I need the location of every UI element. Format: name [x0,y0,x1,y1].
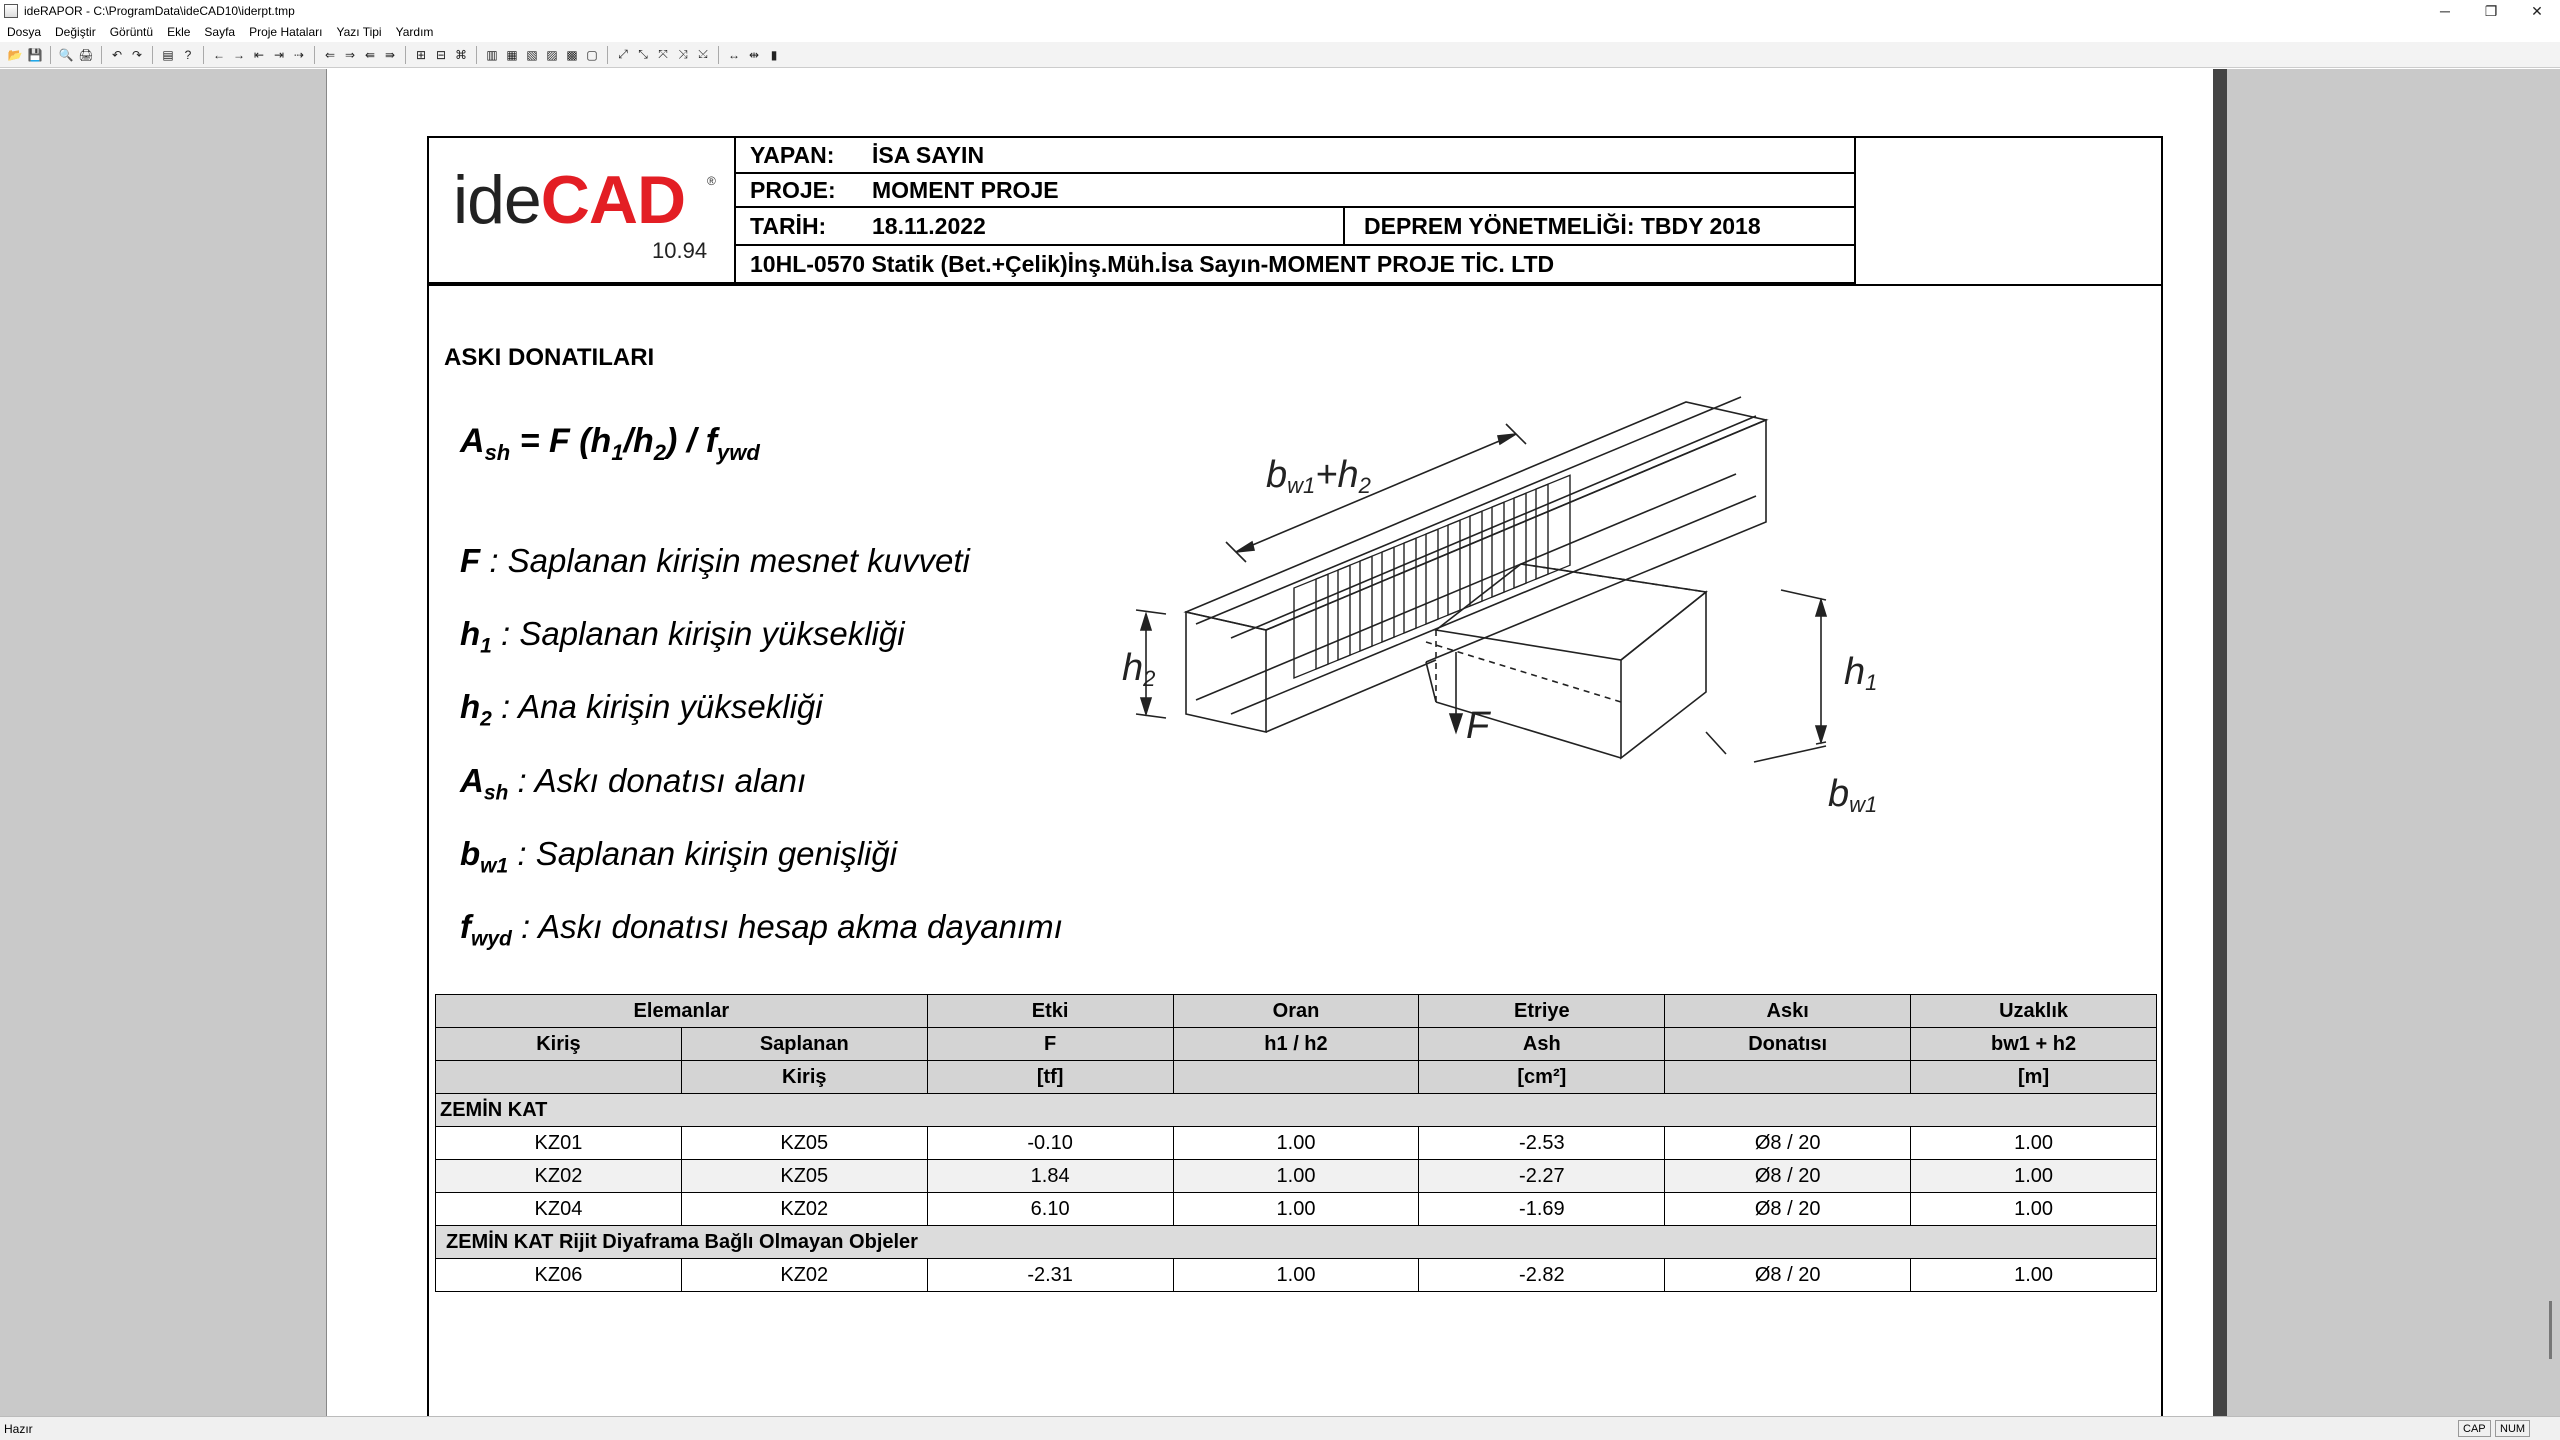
header-proje: PROJE: MOMENT PROJE [736,174,1856,208]
th-tf: [tf] [927,1061,1173,1094]
print-preview-icon[interactable]: 🔍 [58,47,74,62]
prev-icon[interactable]: ← [213,47,225,62]
th-kiris: Kiriş [436,1028,682,1061]
cap-indicator: CAP [2458,1420,2491,1437]
status-bar [0,1416,2560,1440]
goto-icon[interactable]: ⇢ [293,47,305,62]
scrollbar-thumb[interactable] [2549,1301,2552,1359]
zoom-1-icon[interactable]: ⤢ [618,47,628,61]
th-saplanan-kiris: Kiriş [681,1061,927,1094]
menu-proje-hatalari[interactable]: Proje Hataları [249,25,323,39]
svg-text:h2: h2 [1122,647,1156,691]
insert-icon[interactable]: ⊞ [415,47,427,62]
fit-width-icon[interactable]: ↔ [728,47,740,62]
menu-yardim[interactable]: Yardım [395,25,434,39]
next-icon[interactable]: → [233,47,245,62]
hanger-rebar-diagram [1122,402,2006,852]
help-icon[interactable]: ? [184,47,192,62]
group-rijit: ZEMİN KAT Rijit Diyaframa Bağlı Olmayan Objeler [436,1226,2157,1259]
th-etki: Etki [927,995,1173,1028]
layout-3-icon[interactable]: ▧ [526,47,538,62]
open-icon[interactable]: 📂 [7,47,23,62]
svg-text:F: F [1466,705,1490,747]
def-bw1: $b_{w1}$ : Saplanan kirişin genişliği [460,835,898,878]
menu-sayfa[interactable]: Sayfa [204,25,236,39]
save-icon[interactable]: 💾 [27,47,43,62]
th-h1h2: h1 / h2 [1173,1028,1419,1061]
table-row: KZ04 KZ02 6.10 1.00 -1.69 Ø8 / 20 1.00 [436,1193,2157,1226]
svg-text:bw1: bw1 [1828,773,1878,817]
th-uzaklik: Uzaklık [1911,995,2157,1028]
zoom-3-icon[interactable]: ⤧ [658,47,668,61]
th-F: F [927,1028,1173,1061]
th-elemanlar: Elemanlar [436,995,928,1028]
zoom-4-icon[interactable]: ⤨ [678,47,688,61]
menu-dosya[interactable]: Dosya [7,25,42,39]
header-deprem: DEPREM YÖNETMELİĞİ: TBDY 2018 [1364,212,1761,239]
format-icon[interactable]: ⌘ [455,47,467,62]
page-icon[interactable]: ▤ [162,47,174,62]
th-cm2: [cm²] [1419,1061,1665,1094]
header-tarih: TARİH: 18.11.2022 DEPREM YÖNETMELİĞİ: TBDY 2018 [736,208,1856,246]
th-m: [m] [1911,1061,2157,1094]
th-aski: Askı [1665,995,1911,1028]
layout-2-icon[interactable]: ▦ [506,47,518,62]
group-zemin-kat: ZEMİN KAT [436,1094,2157,1127]
def-fwyd: $f_{wyd}$ : Askı donatısı hesap akma dayanımı [460,908,1063,951]
nav-start-icon[interactable]: ⇚ [364,47,376,62]
print-icon[interactable]: 🖨 [78,47,94,62]
last-icon[interactable]: ⇥ [273,47,285,62]
window-title: ideRAPOR - C:\ProgramData\ideCAD10\iderpt.tmp [24,4,295,18]
status-text: Hazır [4,1421,33,1436]
th-saplanan: Saplanan [681,1028,927,1061]
svg-text:h1: h1 [1844,651,1878,695]
first-icon[interactable]: ⇤ [253,47,265,62]
th-etriye: Etriye [1419,995,1665,1028]
report-page [326,69,2215,1416]
th-bw: bw1 + h2 [1911,1028,2157,1061]
def-F: F : Saplanan kirişin mesnet kuvveti [460,542,970,579]
svg-text:bw1+h2: bw1+h2 [1266,454,1371,498]
th-oran: Oran [1173,995,1419,1028]
page-shadow [2213,69,2227,1416]
header-yapan: YAPAN: İSA SAYIN [736,138,1856,174]
delete-icon[interactable]: ⊟ [435,47,447,62]
logo-box [429,138,736,284]
layout-1-icon[interactable]: ▥ [486,47,498,62]
layout-4-icon[interactable]: ▨ [546,47,558,62]
vertical-scrollbar[interactable] [2544,69,2560,1416]
section-title: ASKI DONATILARI [444,344,655,371]
num-indicator: NUM [2495,1420,2530,1437]
menu-goruntu[interactable]: Görüntü [109,25,154,39]
zoom-2-icon[interactable]: ⤡ [638,47,648,61]
nav-end-icon[interactable]: ⇛ [384,47,396,62]
menu-ekle[interactable]: Ekle [167,25,191,39]
th-ash: Ash [1419,1028,1665,1061]
nav-right-icon[interactable]: ⇒ [344,47,356,62]
menu-degistir[interactable]: Değiştir [55,25,96,39]
columns-icon[interactable]: ▮ [770,47,778,62]
header-firma: 10HL-0570 Statik (Bet.+Çelik)İnş.Müh.İsa Sayın-MOMENT PROJE TİC. LTD [736,246,1856,284]
idecad-logo: ideCAD [453,162,686,238]
toolbar [0,42,2560,68]
layout-6-icon[interactable]: ▢ [586,47,598,62]
formula: $A_{sh} = F$ $(h_1/h_2) / f_{ywd}$ [460,422,760,465]
th-donatisi: Donatısı [1665,1028,1911,1061]
table-row: KZ02 KZ05 1.84 1.00 -2.27 Ø8 / 20 1.00 [436,1160,2157,1193]
report-frame [427,136,2163,1418]
def-h2: $h_2$ : Ana kirişin yüksekliği [460,688,823,731]
restore-button[interactable]: ❐ [2484,2,2498,19]
nav-left-icon[interactable]: ⇐ [324,47,336,62]
minimize-button[interactable]: ─ [2440,3,2450,19]
menu-bar [0,22,2560,42]
logo-registered: ® [707,174,716,188]
table-row: KZ06 KZ02 -2.31 1.00 -2.82 Ø8 / 20 1.00 [436,1259,2157,1292]
def-Ash: $A_{sh}$ : Askı donatısı alanı [460,762,807,805]
fit-page-icon[interactable]: ⇹ [748,47,760,62]
close-button[interactable]: ✕ [2531,2,2543,19]
results-table [435,994,2157,1292]
menu-yazi-tipi[interactable]: Yazı Tipi [336,25,382,39]
logo-version: 10.94 [652,238,708,263]
app-icon [4,4,18,18]
undo-icon[interactable]: ↶ [111,47,123,62]
title-bar [0,0,2560,22]
def-h1: $h_1$ : Saplanan kirişin yüksekliği [460,615,905,658]
zoom-5-icon[interactable]: ⤩ [698,47,708,61]
layout-5-icon[interactable]: ▩ [566,47,578,62]
table-row: KZ01 KZ05 -0.10 1.00 -2.53 Ø8 / 20 1.00 [436,1127,2157,1160]
redo-icon[interactable]: ↷ [131,47,143,62]
